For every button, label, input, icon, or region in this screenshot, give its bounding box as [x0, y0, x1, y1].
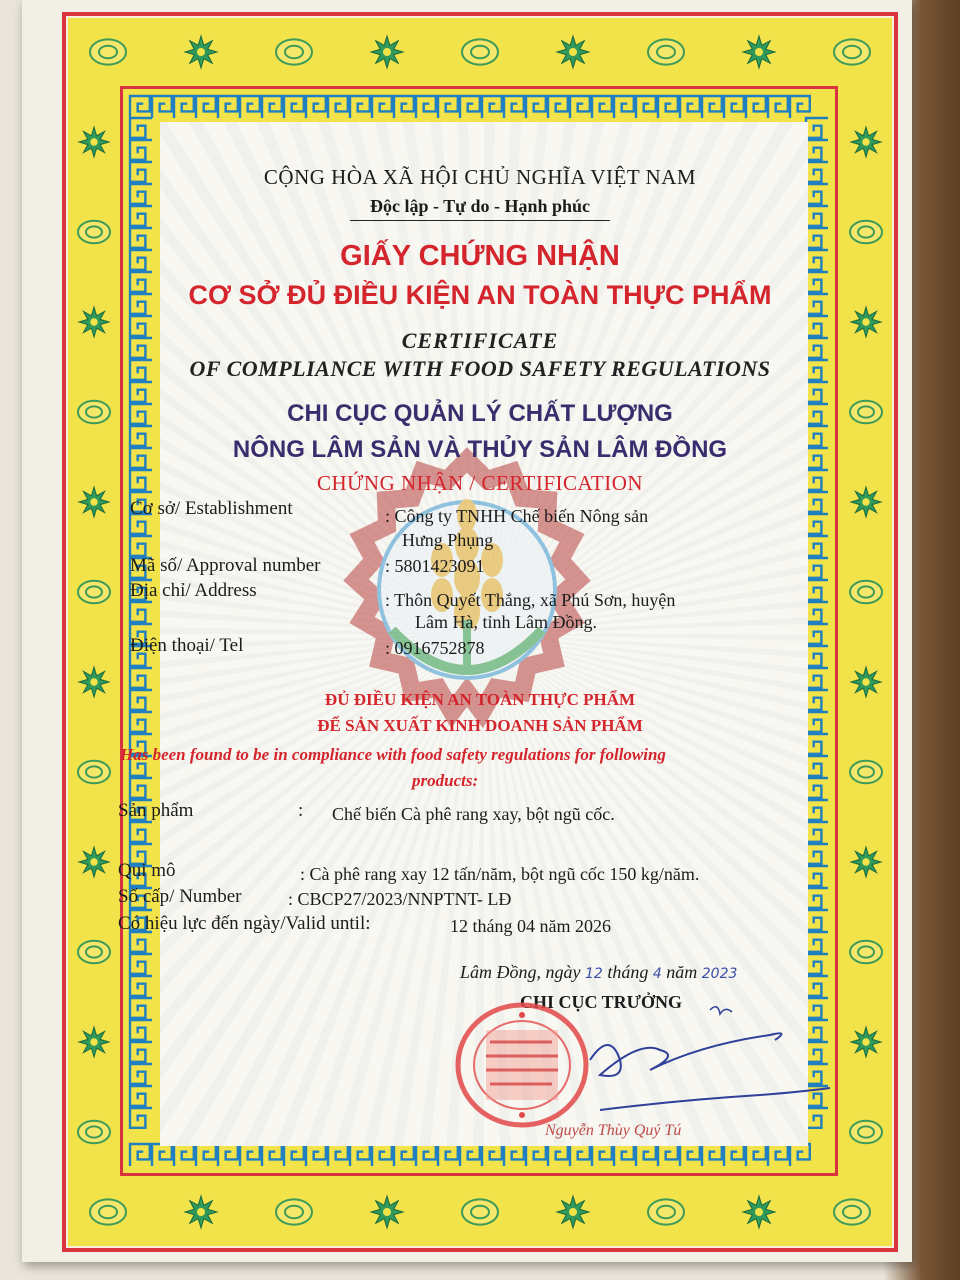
lotus-ornament-icon	[648, 39, 684, 64]
certificate-subtitle-en: OF COMPLIANCE WITH FOOD SAFETY REGULATIONS	[189, 356, 771, 381]
sign-place-date	[460, 962, 737, 983]
star-ornament-icon	[185, 1196, 217, 1228]
star-ornament-icon	[79, 1027, 109, 1057]
certificate-title-en: CERTIFICATE	[401, 328, 559, 353]
signatory-name: Nguyễn Thùy Quý Tú	[545, 1122, 682, 1139]
sign-year-word: năm	[666, 962, 698, 982]
certificate-title-vn: GIẤY CHỨNG NHẬN	[340, 240, 620, 272]
lotus-ornament-icon	[850, 581, 882, 603]
compliance-statement-vn-1: ĐỦ ĐIỀU KIỆN AN TOÀN THỰC PHẨM	[324, 690, 636, 709]
lotus-ornament-icon	[648, 1199, 684, 1224]
address-value: : Thôn Quyết Thắng, xã Phú Sơn, huyện	[385, 590, 676, 610]
scale-label: Qui mô	[118, 860, 176, 881]
number-value: : CBCP27/2023/NNPTNT- LĐ	[288, 889, 512, 909]
product-label: Sản phẩm	[118, 800, 194, 821]
star-ornament-icon	[743, 1196, 775, 1228]
signatory-role: CHI CỤC TRƯỞNG	[520, 992, 683, 1012]
lotus-ornament-icon	[462, 1199, 498, 1224]
sign-month-word: tháng	[607, 962, 649, 982]
approval-number-value: : 5801423091	[385, 556, 485, 576]
number-label: Số cấp/ Number	[118, 886, 242, 907]
lotus-ornament-icon	[90, 39, 126, 64]
tel-label: Điện thoại/ Tel	[130, 635, 244, 656]
establishment-value-cont: Hưng Phụng	[402, 530, 494, 550]
certification-heading: CHỨNG NHẬN / CERTIFICATION	[316, 471, 644, 495]
compliance-statement-en-cont: products:	[412, 771, 479, 790]
star-ornament-icon	[851, 847, 881, 877]
star-ornament-icon	[743, 36, 775, 68]
star-ornament-icon	[851, 127, 881, 157]
sign-day: 12	[585, 966, 603, 982]
sign-place: Lâm Đồng, ngày	[460, 962, 581, 982]
compliance-statement-vn-2: ĐỂ SẢN XUẤT KINH DOANH SẢN PHẨM	[317, 716, 643, 735]
product-value: Chế biến Cà phê rang xay, bột ngũ cốc.	[332, 804, 615, 824]
certificate-subtitle-vn: CƠ SỞ ĐỦ ĐIỀU KIỆN AN TOÀN THỰC PHẨM	[188, 280, 772, 310]
star-ornament-icon	[79, 847, 109, 877]
lotus-ornament-icon	[78, 581, 110, 603]
tel-value: : 0916752878	[385, 638, 485, 658]
sign-month: 4	[652, 966, 662, 982]
lotus-ornament-icon	[276, 1199, 312, 1224]
scale-value: : Cà phê rang xay 12 tấn/năm, bột ngũ cốc 150 kg/năm.	[300, 864, 700, 884]
handwritten-signature	[560, 1000, 840, 1140]
product-colon: :	[298, 800, 304, 821]
star-ornament-icon	[557, 1196, 589, 1228]
lotus-ornament-icon	[850, 761, 882, 783]
lotus-ornament-icon	[90, 1199, 126, 1224]
lotus-ornament-icon	[462, 39, 498, 64]
lotus-ornament-icon	[850, 941, 882, 963]
lotus-ornament-icon	[78, 941, 110, 963]
star-ornament-icon	[371, 1196, 403, 1228]
issuer-name-line1: CHI CỤC QUẢN LÝ CHẤT LƯỢNG	[287, 400, 673, 427]
establishment-label: Cơ sở/ Establishment	[130, 498, 293, 519]
lotus-ornament-icon	[276, 39, 312, 64]
lotus-ornament-icon	[850, 1121, 882, 1143]
lotus-ornament-icon	[834, 39, 870, 64]
lotus-ornament-icon	[78, 1121, 110, 1143]
approval-number-label: Mã số/ Approval number	[130, 555, 321, 576]
issuer-name-line2: NÔNG LÂM SẢN VÀ THỦY SẢN LÂM ĐỒNG	[232, 436, 728, 463]
establishment-value: : Công ty TNHH Chế biến Nông sản	[385, 506, 649, 526]
address-label: Địa chỉ/ Address	[130, 580, 257, 601]
star-ornament-icon	[557, 36, 589, 68]
country-name: CỘNG HÒA XÃ HỘI CHỦ NGHĨA VIỆT NAM	[263, 165, 697, 189]
valid-until-value: 12 tháng 04 năm 2026	[450, 916, 611, 936]
valid-until-label: Có hiệu lực đến ngày/Valid until:	[118, 913, 371, 934]
star-ornament-icon	[79, 127, 109, 157]
star-ornament-icon	[185, 36, 217, 68]
address-value-cont: Lâm Hà, tỉnh Lâm Đồng.	[415, 612, 597, 632]
lotus-ornament-icon	[834, 1199, 870, 1224]
star-ornament-icon	[371, 36, 403, 68]
compliance-statement-en: Has been found to be in compliance with food safety regulations for following	[120, 745, 666, 764]
lotus-ornament-icon	[78, 761, 110, 783]
sign-year: 2023	[701, 966, 738, 982]
motto-underline	[350, 220, 610, 221]
star-ornament-icon	[851, 1027, 881, 1057]
national-motto: Độc lập - Tự do - Hạnh phúc	[369, 196, 591, 216]
